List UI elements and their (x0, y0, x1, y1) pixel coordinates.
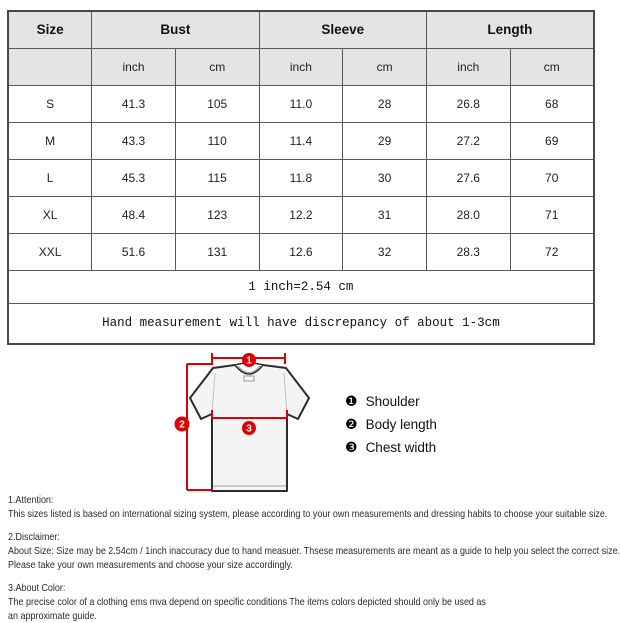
cell-value: 105 (175, 85, 259, 122)
unit-header: cm (510, 48, 594, 85)
footnote-line: About Size: Size may be 2.54cm / 1inch inaccuracy due to hand measuer. Thsese measurements are meant as a guide to help you select the correct size. (8, 545, 620, 557)
col-header-size: Size (8, 11, 92, 48)
cell-value: 28.0 (426, 196, 510, 233)
col-header-bust: Bust (92, 11, 259, 48)
legend-item-chest-width (345, 441, 437, 455)
legend-item-shoulder (345, 395, 437, 409)
size-label: L (8, 159, 92, 196)
badge-3: 3 (246, 423, 252, 435)
cell-value: 123 (175, 196, 259, 233)
footnote-title: 1.Attention: (8, 494, 54, 506)
conversion-note: 1 inch=2.54 cm (8, 270, 594, 303)
footnote-line: This sizes listed is based on international sizing system, please according to your own measurements and dressing habits to choose your suitable size. (8, 508, 608, 520)
cell-value: 68 (510, 85, 594, 122)
cell-value: 11.8 (259, 159, 343, 196)
tshirt-diagram-image (150, 351, 350, 503)
footnote-line: The precise color of a clothing ems mva depend on specific conditions The items colors depicted should only be used as (8, 596, 486, 608)
cell-value: 31 (343, 196, 427, 233)
table-row (8, 122, 594, 159)
size-label: XL (8, 196, 92, 233)
measurement-note-row (8, 303, 594, 344)
cell-value: 70 (510, 159, 594, 196)
table-row (8, 159, 594, 196)
legend-label: Shoulder (365, 394, 420, 409)
unit-header: inch (259, 48, 343, 85)
cell-value: 51.6 (92, 233, 176, 270)
size-label: XXL (8, 233, 92, 270)
circled-2-icon: ❷ (345, 417, 358, 433)
footnotes-section (8, 493, 620, 623)
cell-value: 12.6 (259, 233, 343, 270)
cell-value: 43.3 (92, 122, 176, 159)
unit-header: inch (92, 48, 176, 85)
conversion-note-row (8, 270, 594, 303)
cell-value: 41.3 (92, 85, 176, 122)
measurement-legend (345, 395, 437, 464)
footnote-line: Please take your own measurements and choose your size accordingly. (8, 559, 293, 571)
cell-value: 27.6 (426, 159, 510, 196)
cell-value: 27.2 (426, 122, 510, 159)
size-label: S (8, 85, 92, 122)
circled-3-icon: ❸ (345, 440, 358, 456)
cell-value: 45.3 (92, 159, 176, 196)
cell-value: 48.4 (92, 196, 176, 233)
footnote-title: 3.About Color: (8, 582, 66, 594)
cell-value: 30 (343, 159, 427, 196)
cell-value: 29 (343, 122, 427, 159)
footnote-about-color (8, 581, 598, 623)
badge-1: 1 (246, 355, 252, 367)
cell-value: 131 (175, 233, 259, 270)
unit-header: inch (426, 48, 510, 85)
cell-value: 72 (510, 233, 594, 270)
table-row (8, 85, 594, 122)
badge-2: 2 (179, 419, 185, 431)
cell-value: 28.3 (426, 233, 510, 270)
footnote-line: an approximate guide. (8, 610, 97, 622)
cell-value: 11.0 (259, 85, 343, 122)
table-header-row (8, 11, 594, 48)
unit-header: cm (343, 48, 427, 85)
legend-item-body-length (345, 418, 437, 432)
circled-1-icon: ❶ (345, 394, 358, 410)
cell-value: 32 (343, 233, 427, 270)
cell-value: 115 (175, 159, 259, 196)
measurement-note: Hand measurement will have discrepancy of about 1-3cm (8, 303, 594, 344)
footnote-title: 2.Disclaimer: (8, 531, 60, 543)
col-header-sleeve: Sleeve (259, 11, 426, 48)
footnote-attention (8, 493, 608, 521)
size-label: M (8, 122, 92, 159)
cell-value: 12.2 (259, 196, 343, 233)
legend-label: Chest width (365, 440, 437, 455)
unit-header: cm (175, 48, 259, 85)
table-units-row (8, 48, 594, 85)
cell-value: 71 (510, 196, 594, 233)
cell-value: 11.4 (259, 122, 343, 159)
measurement-diagram (0, 351, 600, 491)
col-header-length: Length (426, 11, 593, 48)
cell-value: 28 (343, 85, 427, 122)
table-row (8, 233, 594, 270)
cell-value: 26.8 (426, 85, 510, 122)
cell-value: 69 (510, 122, 594, 159)
cell-value: 110 (175, 122, 259, 159)
unit-header-empty (8, 48, 92, 85)
size-chart-table (7, 10, 595, 345)
footnote-disclaimer (8, 530, 620, 572)
table-row (8, 196, 594, 233)
legend-label: Body length (365, 417, 437, 432)
